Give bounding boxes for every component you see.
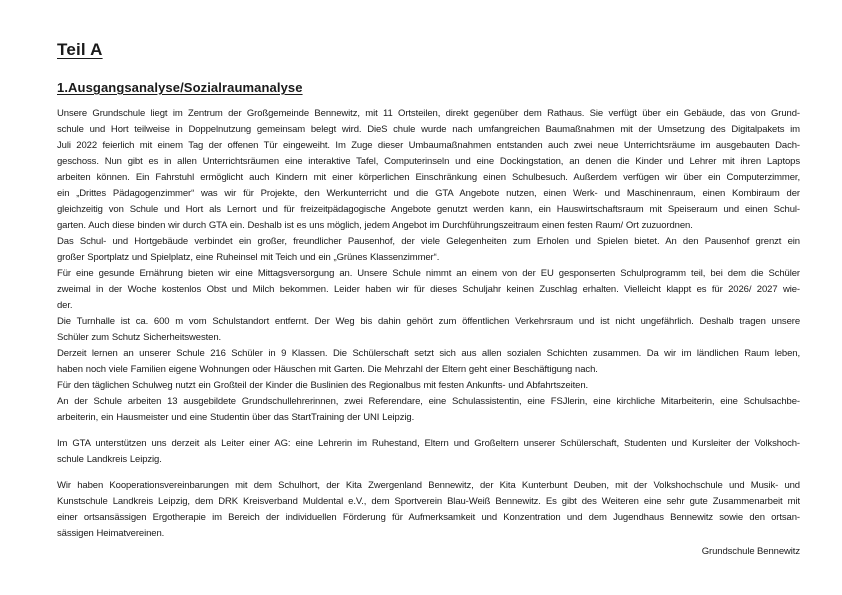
section-heading: 1.Ausgangsanalyse/Sozialraumanalyse [57,80,303,95]
text-line: Die Turnhalle ist ca. 600 m vom Schulstandort entfernt. Der Weg bis dahin gehört zum öffentlichen Verkehrsraum und ist nicht ungefährlich. Deshalb tragen unsere [57,316,800,327]
document-title: Teil A [57,40,103,59]
paragraph-block [57,436,800,468]
paragraph-block [57,478,800,542]
page-footer: Grundschule Bennewitz [701,546,800,557]
text-line: Für den täglichen Schulweg nutzt ein Großteil der Kinder die Buslinien des Regionalbus mit festen Ankunfts- und Abfahrtszeiten. [57,380,589,391]
text-line: garten. Auch diese binden wir durch GTA ein. Deshalb ist es uns möglich, jedem Angebot im Durchführungszeitraum einen festen Raum/ Ort zuzuordnen. [57,220,693,231]
text-line: Im GTA unterstützen uns derzeit als Leiter einer AG: eine Lehrerin im Ruhestand, Eltern und Großeltern unserer Schülerschaft, Studenten und Kursleiter der Volkshoch- [57,438,800,449]
text-line: An der Schule arbeiten 13 ausgebildete Grundschullehrerinnen, zwei Referendare, eine Schulassistentin, eine FSJlerin, eine kirchliche Mitarbeiterin, eine Schulsachbe- [57,396,800,407]
text-line: arbeiten können. Ein Fahrstuhl ermöglicht auch Kindern mit einer körperlichen Einschränkung einen Schulbesuch. Außerdem verfügen wir über ein Computerzimmer, [57,172,800,183]
text-line: sässigen Heimatvereinen. [57,528,165,539]
text-line: einer ortsansässigen Ergotherapie im Bereich der individuellen Förderung für Aufmerksamkeit und Konzentration und dem Jugendhaus Bennewitz sowie den ortsan- [57,512,800,523]
text-line: haben noch viele Familien eigene Wohnungen oder Häuschen mit Garten. Die Mehrzahl der Eltern geht einer Beschäftigung nach. [57,364,598,375]
text-line: großer Sportplatz und Spielplatz, eine Ruheinsel mit Teich und ein „Grünes Klassenzimmer“. [57,252,440,263]
text-line: der. [57,300,73,311]
text-line: Juli 2022 feierlich mit einem Tag der offenen Tür eingeweiht. Im Zuge dieser Umbaumaßnahmen entstanden auch zwei neue Unterrichtsräume im ausgebauten Dach- [57,140,800,151]
text-line: Wir haben Kooperationsvereinbarungen mit dem Schulhort, der Kita Zwergenland Bennewitz, der Kita Kunterbunt Deuben, mit der Volkshochschule und Musik- und [57,480,800,491]
text-line: ein „Drittes Pädagogenzimmer“ was wir für Projekte, den Werkunterricht und die GTA Angebote nutzen, einen Werk- und Maschinenraum, einen Kombiraum der [57,188,800,199]
text-line: Unsere Grundschule liegt im Zentrum der Großgemeinde Bennewitz, mit 11 Ortsteilen, direkt gegenüber dem Rathaus. Sie verfügt über ein Gebäude, das von Grund- [57,108,800,119]
text-line: gleichzeitig von Schule und Hort als Lernort und für freizeitpädagogische Angebote genutzt werden kann, ein Hauswirtschaftsraum mit Speiseraum und einen Schul- [57,204,800,215]
text-line: schule Landkreis Leipzig. [57,454,162,465]
paragraph-block [57,106,800,426]
text-line: geschoss. Nun gibt es in allen Unterrichtsräumen eine interaktive Tafel, Computerinseln und eine Dockingstation, an denen die Kinder und Lehrer mit ihren Laptops [57,156,800,167]
text-line: Kunstschule Landkreis Leipzig, dem DRK Kreisverband Muldental e.V., dem Sportverein Blau-Weiß Bennewitz. Es gibt des Weiteren eine sehr gute Zusammenarbeit mit [57,496,800,507]
text-line: Für eine gesunde Ernährung bieten wir eine Mittagsversorgung an. Unsere Schule nimmt an einem von der EU gesponserten Schulprogramm teil, bei dem die Schüler [57,268,800,279]
document-body [57,106,800,542]
text-line: schule und Hort teilweise in Doppelnutzung gemeinsam belegt wird. DieS chule wurde nach umfangreichen Baumaßnahmen mit der Umsetzung des Digitalpakets im [57,124,800,135]
text-line: arbeiterin, ein Hausmeister und eine Studentin über das StartTraining der UNI Leipzig. [57,412,415,423]
text-line: Derzeit lernen an unserer Schule 216 Schüler in 9 Klassen. Die Schülerschaft setzt sich aus allen sozialen Schichten zusammen. Da wir im ländlichen Raum leben, [57,348,800,359]
text-line: zweimal in der Woche kostenlos Obst und Milch bekommen. Leider haben wir für dieses Schuljahr keinen Zuschlag erhalten. Vielleicht klappt es für 2026/ 2027 wie- [57,284,800,295]
text-line: Schüler zum Schutz Sicherheitswesten. [57,332,222,343]
text-line: Das Schul- und Hortgebäude verbindet ein großer, freundlicher Pausenhof, der viele Gelegenheiten zum Erholen und Spielen bietet. An den Pausenhof grenzt ein [57,236,800,247]
